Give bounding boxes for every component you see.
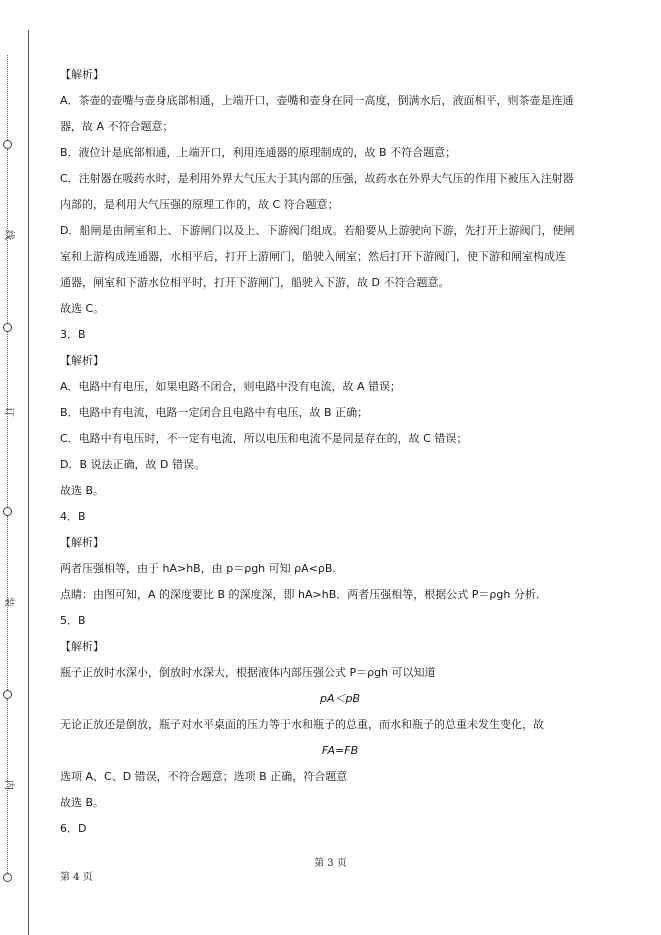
text-line: 瓶子正放时水深小，倒放时水深大，根据液体内部压强公式 P＝ρgh 可以知道 (60, 666, 436, 679)
dotted-line (7, 55, 8, 140)
binding-circle-icon (3, 690, 12, 699)
binding-char: 订 (3, 407, 14, 417)
text-line: 选项 A、C、D 错误，不符合题意；选项 B 正确，符合题意 (60, 770, 348, 783)
document-body (60, 62, 620, 842)
text-line: 【解析】 (60, 536, 104, 549)
text-line: 【解析】 (60, 68, 104, 81)
binding-char: 线 (3, 230, 14, 240)
text-line: 3．B (60, 328, 86, 341)
text-line: pA＜pB (319, 692, 361, 705)
text-line: 室和上游构成连通器，水相平后，打开上游闸门，船驶入闸室；然后打开下游阀门，使下游和闸室构成连 (60, 250, 566, 263)
text-line: 故选 B。 (60, 484, 105, 497)
text-line: B．电路中有电流，电路一定闭合且电路中有电压，故 B 正确； (60, 406, 369, 419)
text-line: A．茶壶的壶嘴与壶身底部相通，上端开口，壶嘴和壶身在同一高度，倒满水后，液面相平，则茶壶是连通 (60, 94, 574, 107)
text-line: A．电路中有电压，如果电路不闭合，则电路中没有电流，故 A 错误； (60, 380, 402, 393)
binding-circle-icon (3, 507, 12, 516)
text-line: 无论正放还是倒放，瓶子对水平桌面的压力等于水和瓶子的总重，而水和瓶子的总重未发生变化，故 (60, 718, 544, 731)
text-line: 内部的，是利用大气压强的原理工作的，故 C 符合题意； (60, 198, 339, 211)
page-number-left: 第 4 页 (60, 872, 93, 883)
text-line: 通器，闸室和下游水位相平时，打开下游闸门，船驶入下游，故 D 不符合题意。 (60, 276, 450, 289)
binding-circle-icon (3, 873, 12, 882)
text-line: B．液位计是底部相通，上端开口，利用连通器的原理制成的，故 B 不符合题意； (60, 146, 457, 159)
dotted-line (7, 332, 8, 507)
text-line: 两者压强相等，由于 hA>hB，由 p＝ρgh 可知 ρA<ρB. (60, 562, 336, 575)
text-line: 5．B (60, 614, 86, 627)
text-line: 【解析】 (60, 354, 104, 367)
binding-circle-icon (3, 140, 12, 149)
text-line: C．电路中有电压时，不一定有电流，所以电压和电流不是同是存在的，故 C 错误； (60, 432, 468, 445)
margin-line (28, 30, 29, 935)
text-line: D．B 说法正确，故 D 错误。 (60, 458, 205, 471)
text-line: C．注射器在吸药水时，是利用外界大气压大于其内部的压强，故药水在外界大气压的作用下被压入注射器 (60, 172, 574, 185)
text-line: 【解析】 (60, 640, 104, 653)
text-line: 故选 C。 (60, 302, 105, 315)
text-line: D．船闸是由闸室和上、下游闸门以及上、下游阀门组成。若船要从上游驶向下游，先打开上游阀门，使闸 (60, 224, 575, 237)
binding-margin (0, 55, 16, 935)
text-line: 器，故 A 不符合题意； (60, 120, 174, 133)
binding-char: 装 (3, 597, 14, 607)
binding-char: 内 (3, 780, 14, 790)
text-line: 点睛：由图可知，A 的深度要比 B 的深度深，即 hA>hB．两者压强相等，根据公式 P＝ρgh 分析． (60, 588, 547, 601)
binding-circle-icon (3, 323, 12, 332)
text-line: 4．B (60, 510, 86, 523)
page-number: 第 3 页 (314, 858, 347, 869)
text-line: 故选 B。 (60, 796, 105, 809)
text-line: 6．D (60, 822, 87, 835)
text-line: FA=FB (321, 744, 359, 757)
